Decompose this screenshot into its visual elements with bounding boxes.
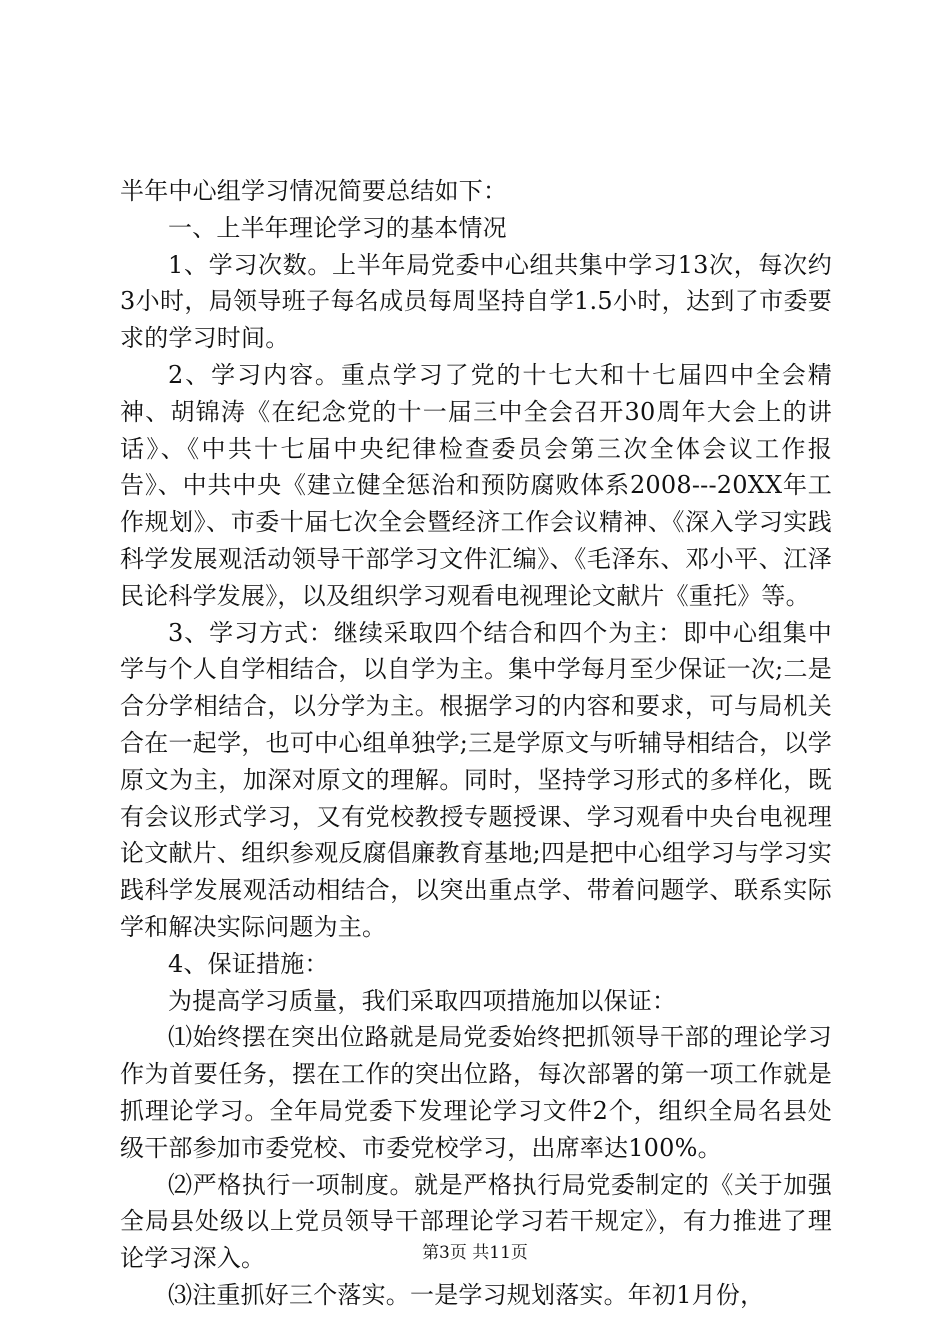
body-text [120,173,832,1314]
paragraph-study-content: 2、学习内容。重点学习了党的十七大和十七届四中全会精神、胡锦涛《在纪念党的十一届三中全会召开30周年大会上的讲话》、《中共十七届中央纪律检查委员会第三次全体会议工作报告》、中共中央《建立健全惩治和预防腐败体系2008---20XX年工作规划》、市委十届七次全会暨经济工作会议精神、《深入学习实践科学发展观活动领导干部学习文件汇编》、《毛泽东、邓小平、江泽民论科学发展》，以及组织学习观看电视理论文献片《重托》等。 [120,360,832,610]
section-heading-1: 一、上半年理论学习的基本情况 [168,213,507,242]
paragraph-guarantee-heading: 4、保证措施： [168,949,329,978]
paragraph-study-count: 1、学习次数。上半年局党委中心组共集中学习13次，每次约3小时，局领导班子每名成员每周坚持自学1.5小时，达到了市委要求的学习时间。 [120,250,832,353]
paragraph-measure-1: ⑴始终摆在突出位路就是局党委始终把抓领导干部的理论学习作为首要任务，摆在工作的突出位路，每次部署的第一项工作就是抓理论学习。全年局党委下发理论学习文件2个，组织全局名县处级干部参加市委党校、市委党校学习，出席率达100%。 [120,1023,832,1162]
paragraph-study-method: 3、学习方式：继续采取四个结合和四个为主：即中心组集中学与个人自学相结合，以自学为主。集中学每月至少保证一次;二是合分学相结合，以分学为主。根据学习的内容和要求，可与局机关合在一起学，也可中心组单独学;三是学原文与听辅导相结合，以学原文为主，加深对原文的理解。同时，坚持学习形式的多样化，既有会议形式学习，又有党校教授专题授课、学习观看中央台电视理论文献片、组织参观反腐倡廉教育基地;四是把中心组学习与学习实践科学发展观活动相结合，以突出重点学、带着问题学、联系实际学和解决实际问题为主。 [120,618,832,941]
paragraph-measure-3: ⑶注重抓好三个落实。一是学习规划落实。年初1月份， [168,1280,765,1309]
page-footer: 第3页 共11页 [422,1243,528,1263]
paragraph-intro: 半年中心组学习情况简要总结如下： [120,177,508,205]
paragraph-measure-2: ⑵严格执行一项制度。就是严格执行局党委制定的《关于加强全局县处级以上党员领导干部理论学习若干规定》，有力推进了理论学习深入。 [120,1170,832,1273]
paragraph-guarantee-intro: 为提高学习质量，我们采取四项措施加以保证： [168,986,677,1015]
